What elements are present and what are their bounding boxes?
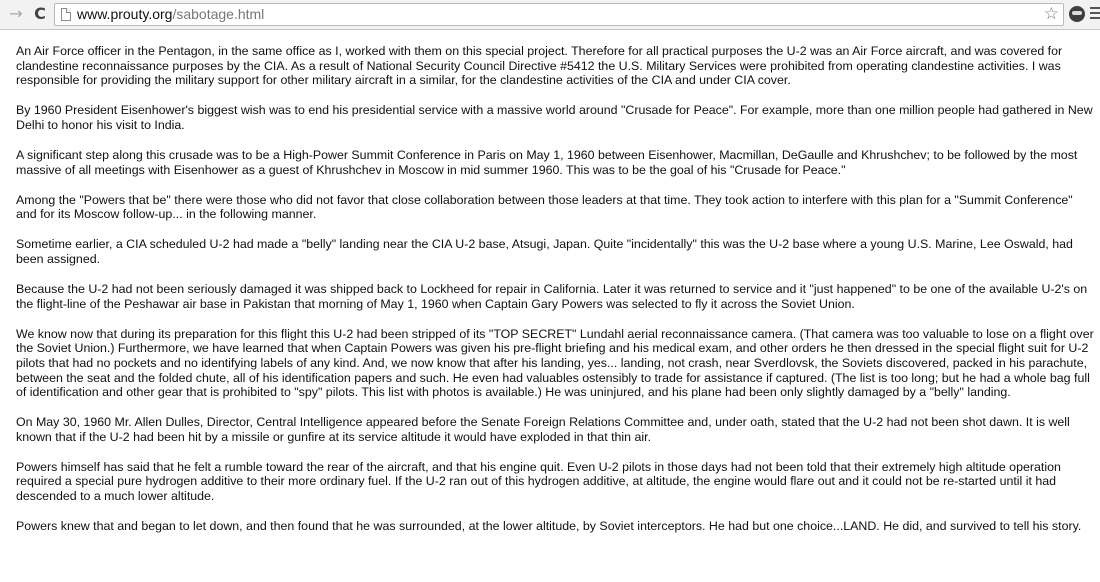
paragraph: On May 30, 1960 Mr. Allen Dulles, Director, Central Intelligence appeared before the Senate Foreign Relations Committee and, under oath, stated that the U-2 had not been shot dawn. It is well known that if the U-2 had been hit by a missile or gunfire at its service altitude it would have exploded in that thin air. — [16, 415, 1070, 444]
menu-icon[interactable] — [1090, 7, 1100, 21]
back-arrow-icon[interactable]: → — [9, 4, 23, 23]
page-icon — [61, 8, 71, 21]
url-text[interactable] — [77, 6, 264, 23]
paragraph: We know now that during its preparation for this flight this U-2 had been stripped of its "TOP SECRET" Lundahl aerial reconnaissance camera. (That camera was too valuable to lose on a flight over the Soviet Union.) Furthermore, we have learned that when Captain Powers was given his pre-flight briefing and his medical exam, and other orders he then dressed in the special flight suit for U-2 pilots that had no pockets and no identifying labels of any kind. And, we now know that after his landing, yes... landing, not crash, near Sverdlovsk, the Soviets discovered, packed in his parachute, between the seat and the folded chute, all of his identification papers and such. He even had valuables ostensibly to trade for assistance if captured. (The list is too long; but he had a whole bag full of identification and other gear that is prohibited to "spy" pilots. This list with photos is available.) He was uninjured, and his plane had been only slightly damaged by a "belly" landing. — [16, 326, 1094, 400]
paragraph: Powers knew that and began to let down, and then found that he was surrounded, at the lower altitude, by Soviet interceptors. He had but one choice...LAND. He did, and survived to tell his story. — [16, 519, 1082, 534]
extension-icon[interactable] — [1069, 6, 1085, 22]
url-domain: www.prouty.org — [77, 6, 173, 22]
paragraph: A significant step along this crusade was to be a High-Power Summit Conference in Paris on May 1, 1960 between Eisenhower, Macmillan, DeGaulle and Khrushchev; to be followed by the most massive of all meetings with Eisenhower as a guest of Khrushchev in Moscow in mid summer 1960. This was to be the goal of his "Crusade for Peace." — [16, 147, 1078, 177]
url-path: /sabotage.html — [172, 6, 265, 22]
reload-icon[interactable]: C — [34, 4, 46, 23]
paragraph: An Air Force officer in the Pentagon, in the same office as I, worked with them on this special project. Therefore for all practical purposes the U-2 was an Air Force aircraft, and was covered for clandestine reconnaissance purposes by the CIA. As a result of National Security Council Directive #5412 the U.S. Military Services were prohibited from operating clandestine activities. I was responsible for providing the military support for other military aircraft in a similar, for the clandestine activities of the CIA and under CIA cover. — [16, 44, 1063, 88]
paragraph: By 1960 President Eisenhower's biggest wish was to end his presidential service with a massive world around "Crusade for Peace". For example, more than one million people had gathered in New Delhi to honor his visit to India. — [16, 103, 1093, 132]
paragraph: Powers himself has said that he felt a rumble toward the rear of the aircraft, and that his engine quit. Even U-2 pilots in those days had not been told that their extremely high altitude operation required a special pure hydrogen additive to their more ordinary fuel. If the U-2 ran out of this hydrogen additive, at altitude, the engine would flare out and it could not be re-started until it had descended to a much lower altitude. — [16, 459, 1061, 504]
article-body — [16, 44, 1096, 549]
bookmark-star-icon[interactable]: ☆ — [1043, 4, 1059, 24]
browser-toolbar — [0, 0, 1100, 30]
paragraph: Among the "Powers that be" there were those who did not favor that close collaboration between those leaders at that time. They took action to interfere with this plan for a "Summit Conference" and for its Moscow follow-up... in the following manner. — [16, 192, 1073, 222]
paragraph: Because the U-2 had not been seriously damaged it was shipped back to Lockheed for repair in California. Later it was returned to service and it "just happened" to be one of the available U-2's on the flight-line of the Peshawar air base in Pakistan that morning of May 1, 1960 when Captain Gary Powers was selected to fly it across the Soviet Union. — [16, 282, 1088, 311]
paragraph: Sometime earlier, a CIA scheduled U-2 had made a "belly" landing near the CIA U-2 base, Atsugi, Japan. Quite "incidentally" this was the U-2 base where a young U.S. Marine, Lee Oswald, had been assigned. — [16, 237, 1073, 266]
address-bar[interactable] — [54, 3, 1064, 26]
